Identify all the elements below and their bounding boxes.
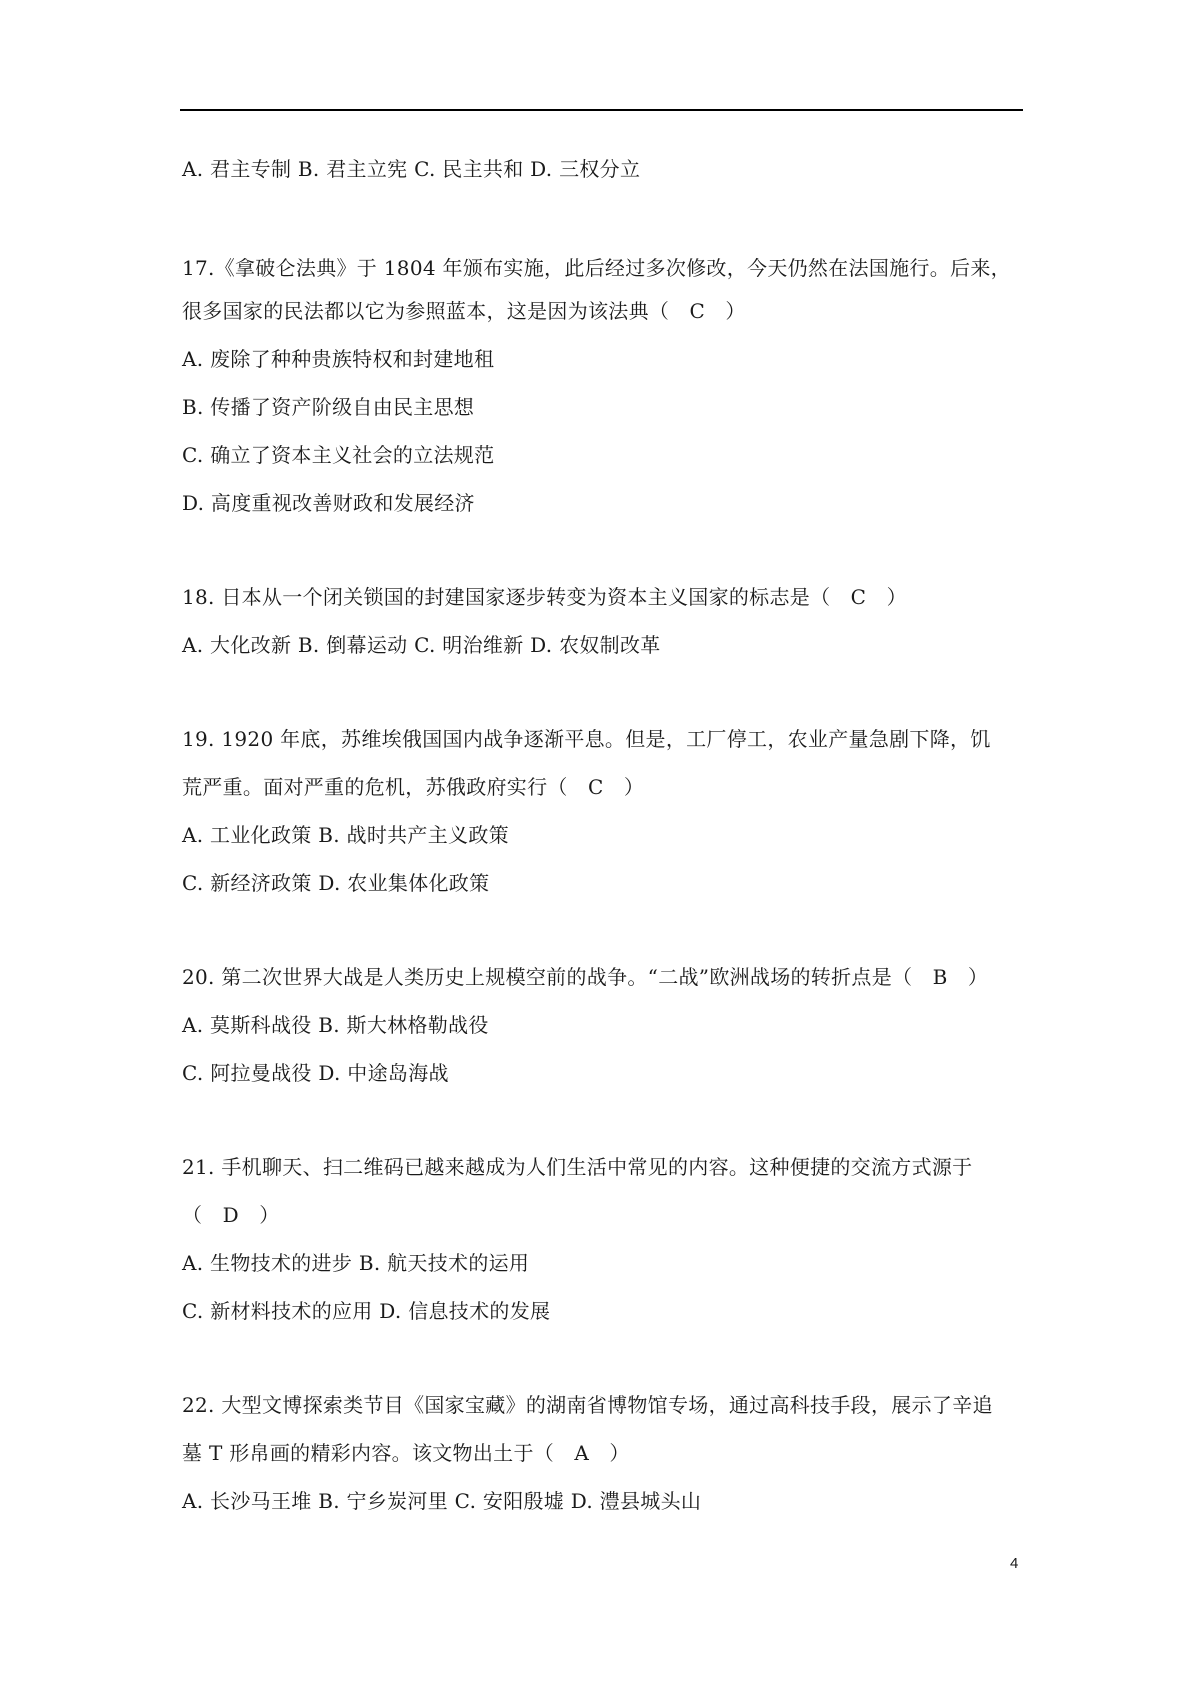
q19-options-line2: C. 新经济政策 D. 农业集体化政策 [182,871,490,895]
header-rule [180,109,1023,111]
q19-stem-line1: 19. 1920 年底，苏维埃俄国国内战争逐渐平息。但是，工厂停工，农业产量急剧下降，饥 [182,727,991,751]
q20-options-line2: C. 阿拉曼战役 D. 中途岛海战 [182,1061,449,1085]
q19-options-line1: A. 工业化政策 B. 战时共产主义政策 [182,823,509,847]
q18-options: A. 大化改新 B. 倒幕运动 C. 明治维新 D. 农奴制改革 [182,633,661,657]
q21-options-line1: A. 生物技术的进步 B. 航天技术的运用 [182,1251,530,1275]
q17-stem-line2: 很多国家的民法都以它为参照蓝本，这是因为该法典（ C ） [182,299,746,323]
q16-options: A. 君主专制 B. 君主立宪 C. 民主共和 D. 三权分立 [182,157,641,181]
q17-option-a: A. 废除了种种贵族特权和封建地租 [182,347,495,371]
q17-option-c: C. 确立了资本主义社会的立法规范 [182,443,495,467]
q17-option-b: B. 传播了资产阶级自由民主思想 [182,395,475,419]
q20-options-line1: A. 莫斯科战役 B. 斯大林格勒战役 [182,1013,489,1037]
q22-options: A. 长沙马王堆 B. 宁乡炭河里 C. 安阳殷墟 D. 澧县城头山 [182,1489,702,1513]
q21-stem-line2: （ D ） [182,1203,280,1227]
q17-option-d: D. 高度重视改善财政和发展经济 [182,491,475,515]
page-number: 4 [1010,1555,1019,1572]
q18-stem-line1: 18. 日本从一个闭关锁国的封建国家逐步转变为资本主义国家的标志是（ C ） [182,585,907,609]
q22-stem-line1: 22. 大型文博探索类节目《国家宝藏》的湖南省博物馆专场，通过高科技手段，展示了辛追 [182,1393,993,1417]
q20-stem-line1: 20. 第二次世界大战是人类历史上规模空前的战争。“二战”欧洲战场的转折点是（ B ） [182,965,989,989]
q19-stem-line2: 荒严重。面对严重的危机，苏俄政府实行（ C ） [182,775,645,799]
q17-stem-line1: 17.《拿破仑法典》于 1804 年颁布实施，此后经过多次修改，今天仍然在法国施行。后来， [182,256,1011,280]
q21-stem-line1: 21. 手机聊天、扫二维码已越来越成为人们生活中常见的内容。这种便捷的交流方式源于 [182,1155,973,1179]
q21-options-line2: C. 新材料技术的应用 D. 信息技术的发展 [182,1299,551,1323]
q22-stem-line2: 墓 T 形帛画的精彩内容。该文物出土于（ A ） [182,1441,630,1465]
